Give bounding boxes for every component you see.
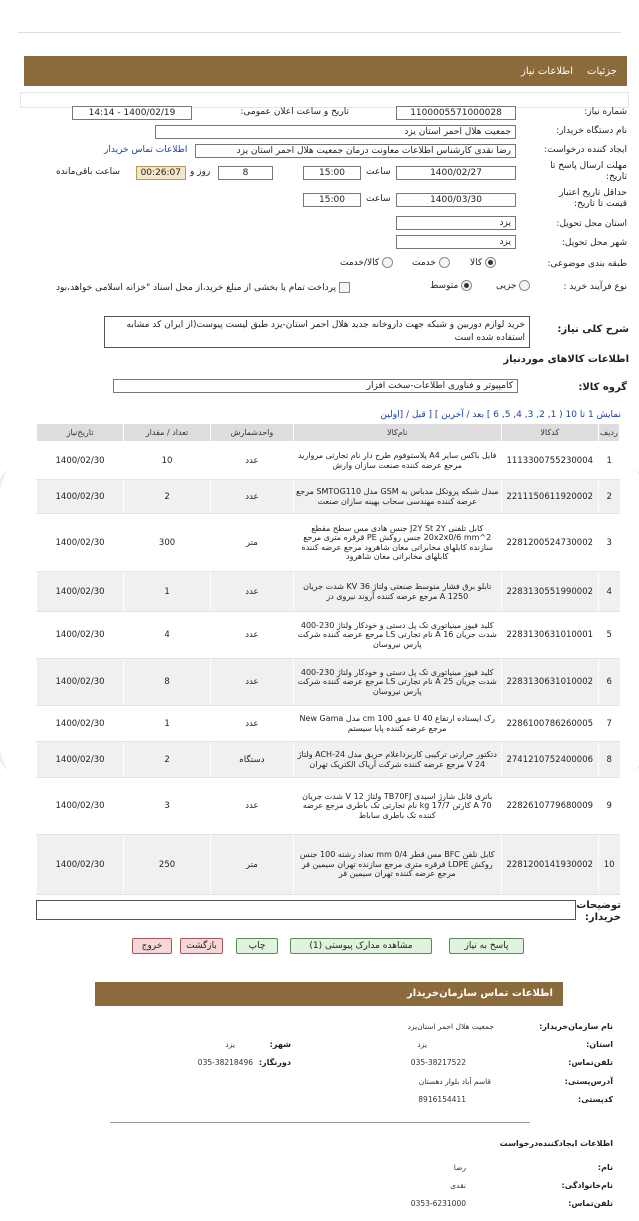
validity-time-field: 15:00 <box>303 193 361 207</box>
province-label: استان محل تحویل: <box>556 219 627 229</box>
table-row[interactable] <box>37 835 620 895</box>
creator-info-title: اطلاعات ایجادکننده‌درخواست <box>499 1139 613 1148</box>
partial-text: جزیی <box>496 281 517 291</box>
cell-name: تابلو برق فشار متوسط صنعتی ولتاژ 36 KV شدت جریان 1250 A مرجع عرضه کننده آروند نیروی دز <box>293 572 501 612</box>
province-field: یزد <box>396 216 516 230</box>
cell-date: 1400/02/30 <box>37 742 124 778</box>
radio-medium[interactable] <box>461 280 472 291</box>
reply-button[interactable]: پاسخ به نیاز <box>449 938 524 954</box>
table-row[interactable] <box>37 572 620 612</box>
cell-unit: عدد <box>211 480 294 514</box>
cell-row: 7 <box>598 706 619 742</box>
table-row[interactable] <box>37 742 620 778</box>
need-no-label: شماره نیاز: <box>584 107 627 117</box>
reply-time-label: ساعت <box>366 167 391 177</box>
cell-qty: 250 <box>124 835 211 895</box>
process-medium-option[interactable] <box>430 280 472 291</box>
cell-code: 2281200141930002 <box>501 835 598 895</box>
validity-date-field: 1400/03/30 <box>396 193 516 207</box>
exit-button[interactable]: خروج <box>132 938 172 954</box>
days-field: 8 <box>218 166 273 180</box>
service-text: خدمت <box>412 258 436 268</box>
cell-unit: عدد <box>211 442 294 480</box>
both-text: کالا/خدمت <box>340 258 380 268</box>
contact-postal-value: 8916154411 <box>418 1095 466 1104</box>
cell-code: 2211150611920002 <box>501 480 598 514</box>
col-unit: واحدشمارش <box>211 424 294 442</box>
contact-province-value: یزد <box>417 1040 427 1049</box>
cell-date: 1400/02/30 <box>37 442 124 480</box>
back-button[interactable]: بازگشت <box>180 938 223 954</box>
process-label: نوع فرآیند خرید : <box>563 282 627 292</box>
creator-name-label: نام: <box>597 1163 613 1172</box>
creator-label: ایجاد کننده درخواست: <box>544 145 627 155</box>
contact-fax-value: 035-38218496 <box>197 1058 253 1067</box>
cell-date: 1400/02/30 <box>37 612 124 659</box>
cell-row: 3 <box>598 514 619 572</box>
cell-name: کلید فیوز مینیاتوری تک پل دستی و خودکار ولتاژ 230-400 شدت جریان 25 A نام تجارتی LS مرجع عرضه کننده شرکت پارس نیروسان <box>293 659 501 706</box>
buyer-contact-link[interactable]: اطلاعات تماس خریدار <box>104 145 188 155</box>
remaining-timer: 00:26:07 <box>136 166 186 180</box>
cell-code: 2283130631010001 <box>501 612 598 659</box>
cell-date: 1400/02/30 <box>37 835 124 895</box>
watermark-left <box>0 470 40 770</box>
summary-label: شرح کلی نیاز: <box>557 324 629 335</box>
process-partial-option[interactable] <box>496 280 530 291</box>
cell-date: 1400/02/30 <box>37 778 124 835</box>
pagination[interactable]: نمایش 1 تا 10 ( 1, 2, 3, 4, 5, 6 ] بعد / آخرین ] [ قبل / [اولین <box>380 410 621 420</box>
cell-row: 4 <box>598 572 619 612</box>
cell-date: 1400/02/30 <box>37 706 124 742</box>
cell-qty: 300 <box>124 514 211 572</box>
col-row: ردیف <box>598 424 619 442</box>
cell-unit: متر <box>211 514 294 572</box>
table-row[interactable] <box>37 706 620 742</box>
remaining-label: ساعت باقی‌مانده <box>56 167 120 177</box>
announce-label: تاریخ و ساعت اعلان عمومی: <box>240 107 349 117</box>
cell-code: 2282610779680009 <box>501 778 598 835</box>
cell-qty: 2 <box>124 742 211 778</box>
contact-phone-value: 035-38217522 <box>410 1058 466 1067</box>
cell-row: 1 <box>598 442 619 480</box>
buyer-notes-label: توضیحات خریدار: <box>576 900 621 923</box>
cell-name: باتری قابل شارژ اسیدی TB70FJ ولتاژ 12 V شدت جریان 70 A کارتن 17/7 kg نام تجارتی تک باطری مرجع عرضه کننده تک باطری ساباط <box>293 778 501 835</box>
cell-qty: 2 <box>124 480 211 514</box>
contact-phone-label: تلفن‌تماس: <box>568 1058 613 1067</box>
announce-field: 1400/02/19 - 14:14 <box>72 106 192 120</box>
radio-service[interactable] <box>439 257 450 268</box>
payment-checkbox[interactable] <box>339 282 350 293</box>
reply-time-field: 15:00 <box>303 166 361 180</box>
table-row[interactable] <box>37 514 620 572</box>
goods-table <box>36 423 620 895</box>
table-row[interactable] <box>37 778 620 835</box>
city-field: یزد <box>396 235 516 249</box>
reply-deadline-label: مهلت ارسال پاسخ تا تاریخ: <box>550 161 627 182</box>
cell-date: 1400/02/30 <box>37 514 124 572</box>
contact-address-label: آدرس‌پستی: <box>564 1077 613 1086</box>
print-button[interactable]: چاپ <box>236 938 278 954</box>
goods-group-field: کامپیوتر و فناوری اطلاعات-سخت افزار <box>113 379 518 393</box>
category-service-option[interactable] <box>412 257 450 268</box>
cell-unit: عدد <box>211 612 294 659</box>
table-header-row <box>37 424 620 442</box>
payment-note-text: پرداخت تمام یا بخشی از مبلغ خرید،از محل اسناد "خزانه اسلامی خواهد،بود <box>56 283 337 293</box>
contact-city-label: شهر: <box>269 1040 291 1049</box>
contact-postal-label: کدپستی: <box>578 1095 613 1104</box>
cell-code: 2286100786260005 <box>501 706 598 742</box>
contact-address-value: قاسم آباد بلوار دهستان <box>418 1077 491 1086</box>
table-row[interactable] <box>37 480 620 514</box>
col-qty: تعداد / مقدار <box>124 424 211 442</box>
cell-row: 6 <box>598 659 619 706</box>
validity-time-label: ساعت <box>366 194 391 204</box>
cell-name: دتکتور حرارتی ترکیبی کاربرداعلام حریق مدل ACH-24 ولتاژ 24 V مرجع عرضه کننده شرکت آریاک الکتریک تهران <box>293 742 501 778</box>
cell-code: 2283130631010002 <box>501 659 598 706</box>
cell-row: 5 <box>598 612 619 659</box>
contact-org-label: نام سازمان‌خریدار: <box>539 1022 613 1031</box>
table-row[interactable] <box>37 442 620 480</box>
contact-org-value: جمعیت هلال احمر استان‌یزد <box>407 1022 494 1031</box>
goods-text: کالا <box>470 258 483 268</box>
cell-code: 2281200524730002 <box>501 514 598 572</box>
cell-name: رک ایستاده ارتفاع 40 U عمق 100 cm مدل New Gama مرجع عرضه کننده پایا سیستم <box>293 706 501 742</box>
cell-row: 2 <box>598 480 619 514</box>
cell-name: فایل باکس سایز A4 پلاستوفوم طرح دار نام تجارتی مروارید مرجع عرضه کننده صنعت سازان وارش <box>293 442 501 480</box>
medium-text: متوسط <box>430 281 459 291</box>
category-both-option[interactable] <box>340 257 393 268</box>
creator-family-value: نقدی <box>450 1181 466 1190</box>
creator-field: رضا نقدی کارشناس اطلاعات معاونت درمان جمعیت هلال احمر استان یزد <box>195 144 516 158</box>
tab-details[interactable]: جزئیات <box>587 65 617 77</box>
cell-date: 1400/02/30 <box>37 572 124 612</box>
category-goods-option[interactable] <box>470 257 496 268</box>
cell-date: 1400/02/30 <box>37 480 124 514</box>
cell-code: 2741210752400006 <box>501 742 598 778</box>
cell-row: 10 <box>598 835 619 895</box>
buyer-notes-field <box>36 900 576 920</box>
cell-qty: 1 <box>124 572 211 612</box>
cell-name: کابل تلفن BFC مس قطر 0/4 mm تعداد رشته 100 جنس روکش LDPE قرقره متری مرجع سازنده تهران سیمین فر مرجع عرضه کننده تهران سیمین فر <box>293 835 501 895</box>
table-row[interactable] <box>37 612 620 659</box>
cell-unit: عدد <box>211 572 294 612</box>
radio-both[interactable] <box>382 257 393 268</box>
col-code: کدکالا <box>501 424 598 442</box>
cell-unit: عدد <box>211 778 294 835</box>
contact-province-label: استان: <box>586 1040 613 1049</box>
cell-code: 2283130551990002 <box>501 572 598 612</box>
cell-code: 1113300755230004 <box>501 442 598 480</box>
cell-unit: متر <box>211 835 294 895</box>
cell-qty: 4 <box>124 612 211 659</box>
summary-text: خرید لوازم دوربین و شبکه جهت داروخانه جدید هلال احمر استان-یزد طبق لیست پیوست(از ایران کد مشابه استفاده شده است <box>104 316 530 348</box>
tab-need-info[interactable]: اطلاعات نیاز <box>521 65 574 77</box>
cell-qty: 8 <box>124 659 211 706</box>
creator-name-value: رضا <box>453 1163 466 1172</box>
category-label: طبقه بندی موضوعی: <box>547 259 627 269</box>
cell-unit: عدد <box>211 706 294 742</box>
creator-tel-value: 0353-6231000 <box>410 1199 466 1208</box>
cell-name: مبدل شبکه پروتکل مدباس به GSM مدل SMTOG110 مرجع عرضه کننده مهندسی سحاب بهینه سازان صنعت <box>293 480 501 514</box>
goods-group-label: گروه کالا: <box>578 382 627 393</box>
contact-fax-label: دورنگار: <box>258 1058 291 1067</box>
cell-qty: 10 <box>124 442 211 480</box>
cell-unit: عدد <box>211 659 294 706</box>
org-field: جمعیت هلال احمر استان یزد <box>155 125 516 139</box>
top-divider <box>18 32 621 33</box>
contact-city-value: یزد <box>225 1040 235 1049</box>
org-label: نام دستگاه خریدار: <box>556 126 627 136</box>
cell-qty: 1 <box>124 706 211 742</box>
cell-unit: دستگاه <box>211 742 294 778</box>
cell-row: 9 <box>598 778 619 835</box>
goods-section-title: اطلاعات کالاهای موردنیاز <box>503 354 629 365</box>
payment-note <box>56 282 350 293</box>
reply-date-field: 1400/02/27 <box>396 166 516 180</box>
radio-partial[interactable] <box>519 280 530 291</box>
attachments-button[interactable]: مشاهده مدارک پیوستی (1) <box>290 938 432 954</box>
city-label: شهر محل تحویل: <box>561 238 627 248</box>
creator-tel-label: تلفن‌تماس: <box>568 1199 613 1208</box>
need-no-field: 1100005571000028 <box>396 106 516 120</box>
col-date: تاریخ‌نیاز <box>37 424 124 442</box>
contact-section-header: اطلاعات تماس سازمان‌خریدار <box>95 982 563 1006</box>
cell-qty: 3 <box>124 778 211 835</box>
creator-family-label: نام‌خانوادگی: <box>561 1181 613 1190</box>
col-name: نام‌کالا <box>293 424 501 442</box>
days-label: روز و <box>190 167 211 177</box>
validity-label: حداقل تاریخ اعتبار قیمت تا تاریخ: <box>559 188 627 209</box>
table-row[interactable] <box>37 659 620 706</box>
radio-goods[interactable] <box>485 257 496 268</box>
contact-separator <box>110 1122 530 1123</box>
cell-name: کلید فیوز مینیاتوری تک پل دستی و خودکار ولتاژ 230-400 شدت جریان 16 A نام تجارتی LS مرجع عرضه کننده شرکت پارس نیروسان <box>293 612 501 659</box>
cell-date: 1400/02/30 <box>37 659 124 706</box>
top-nav-bar <box>24 56 627 86</box>
cell-name: کابل تلفنی J2Y St 2Y جنس هادی مس سطح مقطع 20x2x0/6 mm^2 جنس روکش PE قرقره متری مرجع سازنده کابلهای مخابراتی مغان شاهرود مرجع عرضه کننده کابلهای مخابراتی مغان شاهرود <box>293 514 501 572</box>
cell-row: 8 <box>598 742 619 778</box>
